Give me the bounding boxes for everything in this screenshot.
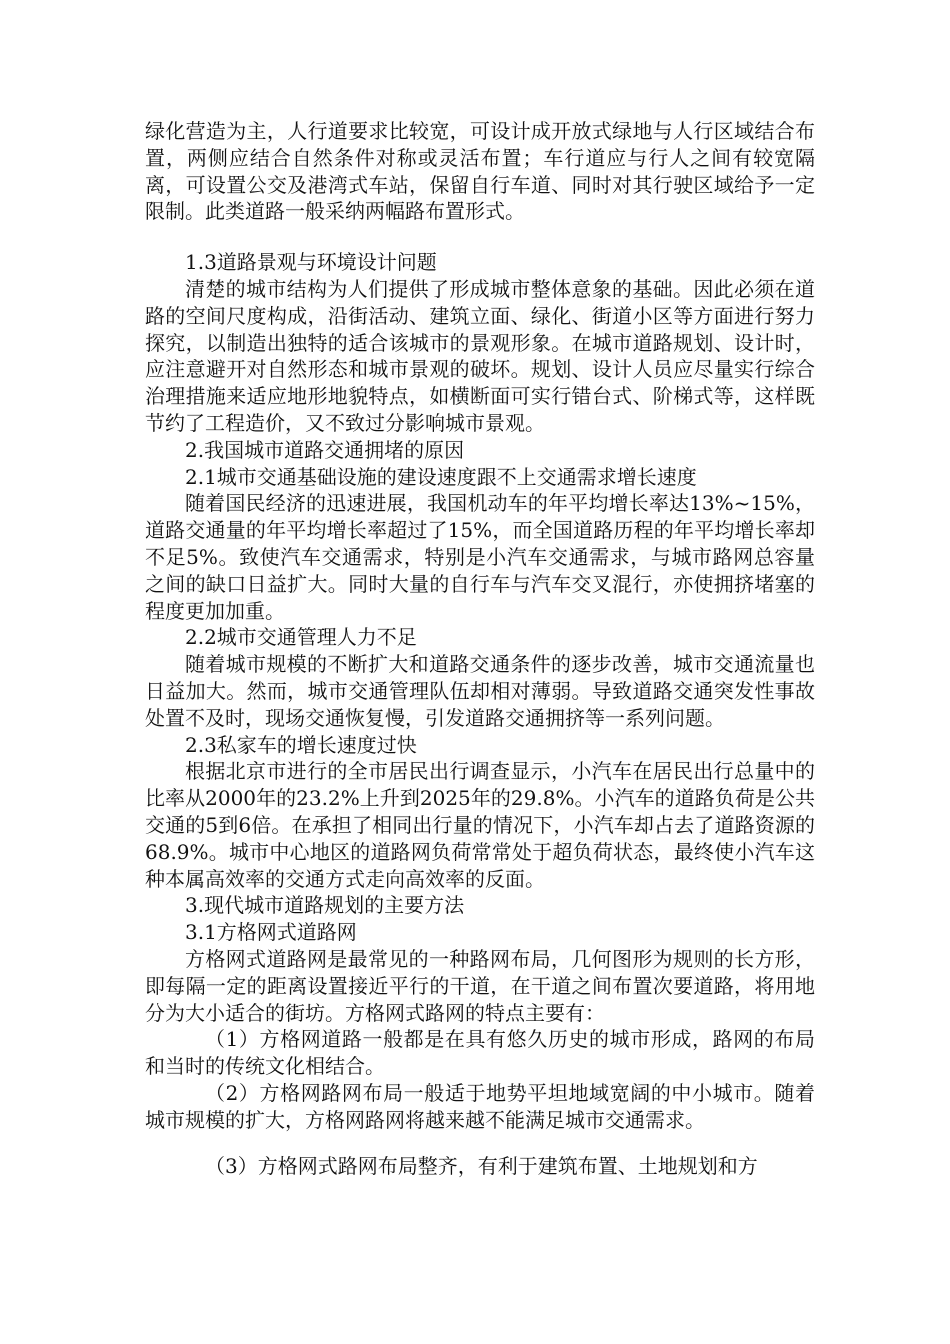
section-heading-3: 3.现代城市道路规划的主要方法 [185,893,465,918]
section-heading-2-3: 2.3私家车的增长速度过快 [185,732,417,757]
paragraph-grid-road-network: 方格网式道路网是最常见的一种路网布局，几何图形为规则的长方形，即每隔一定的距离设置接近平行的干道，在干道之间布置次要道路，将用地分为大小适合的街坊。方格网式路网的特点主要有： [145,946,815,1025]
list-item-grid-feature-2: （2）方格网路网布局一般适于地势平坦地域宽阔的中小城市。随着城市规模的扩大，方格网路网将越来越不能满足城市交通需求。 [145,1080,815,1132]
paragraph-traffic-growth: 随着国民经济的迅速进展，我国机动车的年平均增长率达13%~15%，道路交通量的年平均增长率超过了15%，而全国道路历程的年平均增长率却不足5%。致使汽车交通需求，特别是小汽车交通需求，与城市路网总容量之间的缺口日益扩大。同时大量的自行车与汽车交叉混行，亦使拥挤堵塞的程度更加加重。 [145,491,815,623]
section-heading-2: 2.我国城市道路交通拥堵的原因 [185,437,465,462]
section-heading-2-2: 2.2城市交通管理人力不足 [185,625,417,650]
paragraph-continued-road-greening: 绿化营造为主，人行道要求比较宽，可设计成开放式绿地与人行区域结合布置，两侧应结合自然条件对称或灵活布置；车行道应与行人之间有较宽隔离，可设置公交及港湾式车站，保留自行车道、同时对其行驶区域给予一定限制。此类道路一般采纳两幅路布置形式。 [145,119,815,224]
paragraph-road-landscape: 清楚的城市结构为人们提供了形成城市整体意象的基础。因此必须在道路的空间尺度构成，沿街活动、建筑立面、绿化、街道小区等方面进行努力探究，以制造出独特的适合该城市的景观形象。在城市道路规划、设计时，应注意避开对自然形态和城市景观的破坏。规划、设计人员应尽量实行综合治理措施来适应地形地貌特点，如横断面可实行错台式、阶梯式等，这样既节约了工程造价，又不致过分影响城市景观。 [145,276,815,435]
document-body [145,118,815,1180]
section-heading-1-3: 1.3道路景观与环境设计问题 [185,250,437,275]
paragraph-traffic-management: 随着城市规模的不断扩大和道路交通条件的逐步改善，城市交通流量也日益加大。然而，城市交通管理队伍却相对薄弱。导致道路交通突发性事故处置不及时，现场交通恢复慢，引发道路交通拥挤等一系列问题。 [145,652,815,730]
paragraph-gap [145,225,815,249]
paragraph-private-car-growth: 根据北京市进行的全市居民出行调查显示，小汽车在居民出行总量中的比率从2000年的23.2%上升到2025年的29.8%。小汽车的道路负荷是公共交通的5到6倍。在承担了相同出行量的情况下，小汽车却占去了道路资源的68.9%。城市中心地区的道路网负荷常常处于超负荷状态，最终使小汽车这种本属高效率的交通方式走向高效率的反面。 [145,759,815,891]
section-heading-3-1: 3.1方格网式道路网 [185,920,357,945]
paragraph-gap [145,1133,815,1153]
list-item-grid-feature-3: （3）方格网式路网布局整齐，有利于建筑布置、土地规划和方 [205,1154,758,1179]
list-item-grid-feature-1: （1）方格网道路一般都是在具有悠久历史的城市形成，路网的布局和当时的传统文化相结合。 [145,1027,815,1079]
section-heading-2-1: 2.1城市交通基础设施的建设速度跟不上交通需求增长速度 [185,464,697,489]
